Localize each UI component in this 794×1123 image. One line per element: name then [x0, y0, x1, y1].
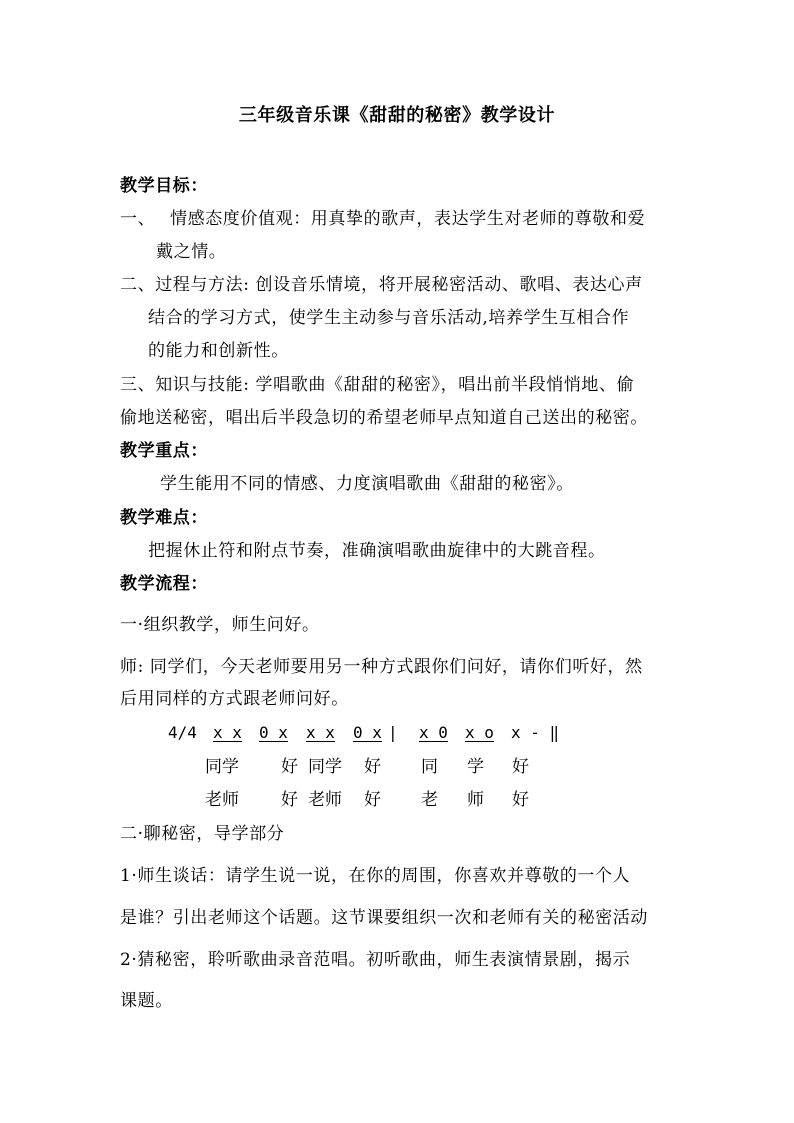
objective-2-line-3: 的能力和创新性。 — [148, 341, 289, 361]
document-title: 三年级音乐课《甜甜的秘密》教学设计 — [238, 105, 556, 126]
process-item-2-line-1: 2·猜秘密，聆听歌曲录音范唱。初听歌曲，师生表演情景剧，揭示 — [120, 950, 631, 970]
lyric-row2-cell: 老师 — [205, 790, 239, 810]
difficulties-text: 把握休止符和附点节奏，准确演唱歌曲旋律中的大跳音程。 — [148, 541, 606, 561]
process-heading: 教学流程： — [120, 574, 208, 594]
lyric-row2-cell: 好 — [364, 790, 381, 810]
process-step-1: 一·组织教学，师生问好。 — [120, 615, 320, 635]
lyric-row2-cell: 好 — [512, 790, 529, 810]
lyric-row1-cell: 学 — [467, 757, 484, 777]
rhythm-group-2: 0 x — [259, 723, 288, 742]
lyric-row2-cell: 师 — [467, 790, 484, 810]
lyric-row1-cell: 好 — [281, 757, 298, 777]
lyric-row1-cell: 同学 — [308, 757, 342, 777]
key-points-text: 学生能用不同的情感、力度演唱歌曲《甜甜的秘密》。 — [160, 474, 574, 494]
rhythm-group-5: x 0 — [419, 723, 448, 742]
lyric-row1-cell: 同学 — [205, 757, 239, 777]
objective-3-line-1: 三、知识与技能: 学唱歌曲《甜甜的秘密》，唱出前半段悄悄地、偷 — [120, 375, 635, 395]
objectives-heading: 教学目标： — [120, 176, 208, 196]
lyric-row2-cell: 好 — [281, 790, 298, 810]
objective-1-marker: 一、 — [120, 209, 156, 229]
process-item-2-line-2: 课题。 — [120, 991, 173, 1011]
rhythm-meter: 4/4 — [168, 723, 197, 742]
rhythm-group-1: x x — [213, 723, 242, 742]
lyric-row2-cell: 老师 — [308, 790, 342, 810]
lyric-row1-cell: 好 — [364, 757, 381, 777]
lyric-row1-cell: 好 — [512, 757, 529, 777]
process-item-1-line-1: 1·师生谈话：请学生说一说，在你的周围，你喜欢并尊敬的一个人 — [120, 866, 631, 886]
lyric-row1-cell: 同 — [421, 757, 438, 777]
objective-1-line-1: 情感态度价值观：用真挚的歌声，表达学生对老师的尊敬和爱 — [170, 209, 646, 229]
teacher-speech-line-2: 后用同样的方式跟老师问好。 — [120, 689, 349, 709]
rhythm-group-4: 0 x — [353, 723, 382, 742]
difficulties-heading: 教学难点： — [120, 508, 208, 528]
objective-3-line-2: 偷地送秘密，唱出后半段急切的希望老师早点知道自己送出的秘密。 — [120, 408, 648, 428]
objective-2-line-1: 二、过程与方法: 创设音乐情境，将开展秘密活动、歌唱、表达心声 — [120, 275, 643, 295]
rhythm-barline: | — [388, 723, 398, 742]
process-step-2: 二·聊秘密，导学部分 — [120, 824, 285, 844]
lyric-row2-cell: 老 — [421, 790, 438, 810]
rhythm-group-3: x x — [306, 723, 335, 742]
process-item-1-line-2: 是谁？引出老师这个话题。这节课要组织一次和老师有关的秘密活动 — [120, 908, 648, 928]
teacher-speech-line-1: 师: 同学们，今天老师要用另一种方式跟你们问好，请你们听好，然 — [120, 657, 643, 677]
rhythm-group-6: x o — [465, 723, 494, 742]
objective-2-line-2: 结合的学习方式，使学生主动参与音乐活动,培养学生互相合作 — [148, 308, 630, 328]
rhythm-ending: x - ‖ — [511, 723, 560, 742]
objective-1-line-2: 戴之情。 — [156, 242, 227, 262]
key-points-heading: 教学重点： — [120, 441, 208, 461]
